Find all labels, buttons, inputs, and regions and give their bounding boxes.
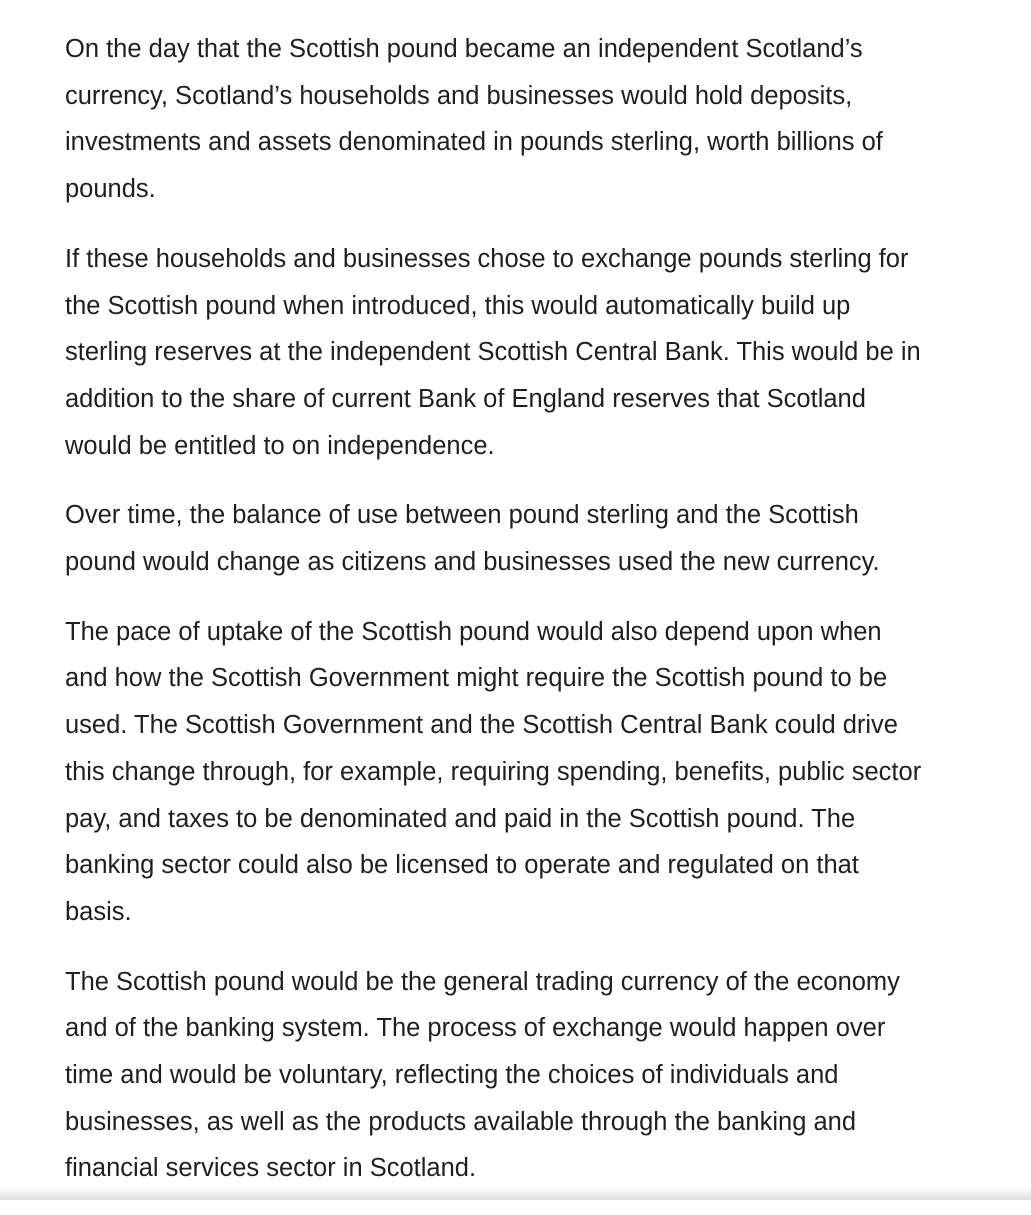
text-line: pound would change as citizens and businesses used the new currency. bbox=[65, 548, 880, 577]
text-line: the Scottish pound when introduced, this would automatically build up bbox=[65, 291, 851, 320]
text-line: this change through, for example, requiring spending, benefits, public sector bbox=[65, 757, 922, 786]
text-line: time and would be voluntary, reflecting the choices of individuals and bbox=[65, 1061, 839, 1090]
paragraph-1 bbox=[65, 26, 1010, 213]
paragraph-5 bbox=[65, 959, 1010, 1193]
text-line: investments and assets denominated in pounds sterling, worth billions of bbox=[65, 128, 883, 157]
text-line: and how the Scottish Government might require the Scottish pound to be bbox=[65, 664, 888, 693]
text-line: and of the banking system. The process of exchange would happen over bbox=[65, 1014, 886, 1043]
bottom-shadow-edge bbox=[0, 1188, 1031, 1200]
text-line: If these households and businesses chose to exchange pounds sterling for bbox=[65, 244, 909, 273]
paragraph-2 bbox=[65, 236, 1010, 470]
text-line: The Scottish pound would be the general trading currency of the economy bbox=[65, 967, 900, 996]
paragraph-3 bbox=[65, 492, 1010, 585]
text-line: pounds. bbox=[65, 175, 156, 204]
text-line: On the day that the Scottish pound became an independent Scotland’s bbox=[65, 35, 863, 63]
text-line: addition to the share of current Bank of England reserves that Scotland bbox=[65, 384, 866, 413]
text-line: currency, Scotland’s households and businesses would hold deposits, bbox=[65, 81, 853, 110]
text-line: used. The Scottish Government and the Scottish Central Bank could drive bbox=[65, 711, 898, 740]
text-line: pay, and taxes to be denominated and paid in the Scottish pound. The bbox=[65, 804, 856, 833]
text-line: The pace of uptake of the Scottish pound would also depend upon when bbox=[65, 617, 882, 646]
paragraph-4 bbox=[65, 609, 1010, 936]
text-line: financial services sector in Scotland. bbox=[65, 1154, 477, 1183]
text-line: sterling reserves at the independent Scottish Central Bank. This would be in bbox=[65, 338, 921, 367]
text-line: Over time, the balance of use between pound sterling and the Scottish bbox=[65, 501, 859, 530]
text-line: basis. bbox=[65, 897, 132, 926]
text-line: banking sector could also be licensed to operate and regulated on that bbox=[65, 851, 859, 880]
text-line: businesses, as well as the products available through the banking and bbox=[65, 1107, 857, 1136]
text-line: would be entitled to on independence. bbox=[65, 431, 495, 460]
article-body bbox=[65, 26, 1010, 1215]
